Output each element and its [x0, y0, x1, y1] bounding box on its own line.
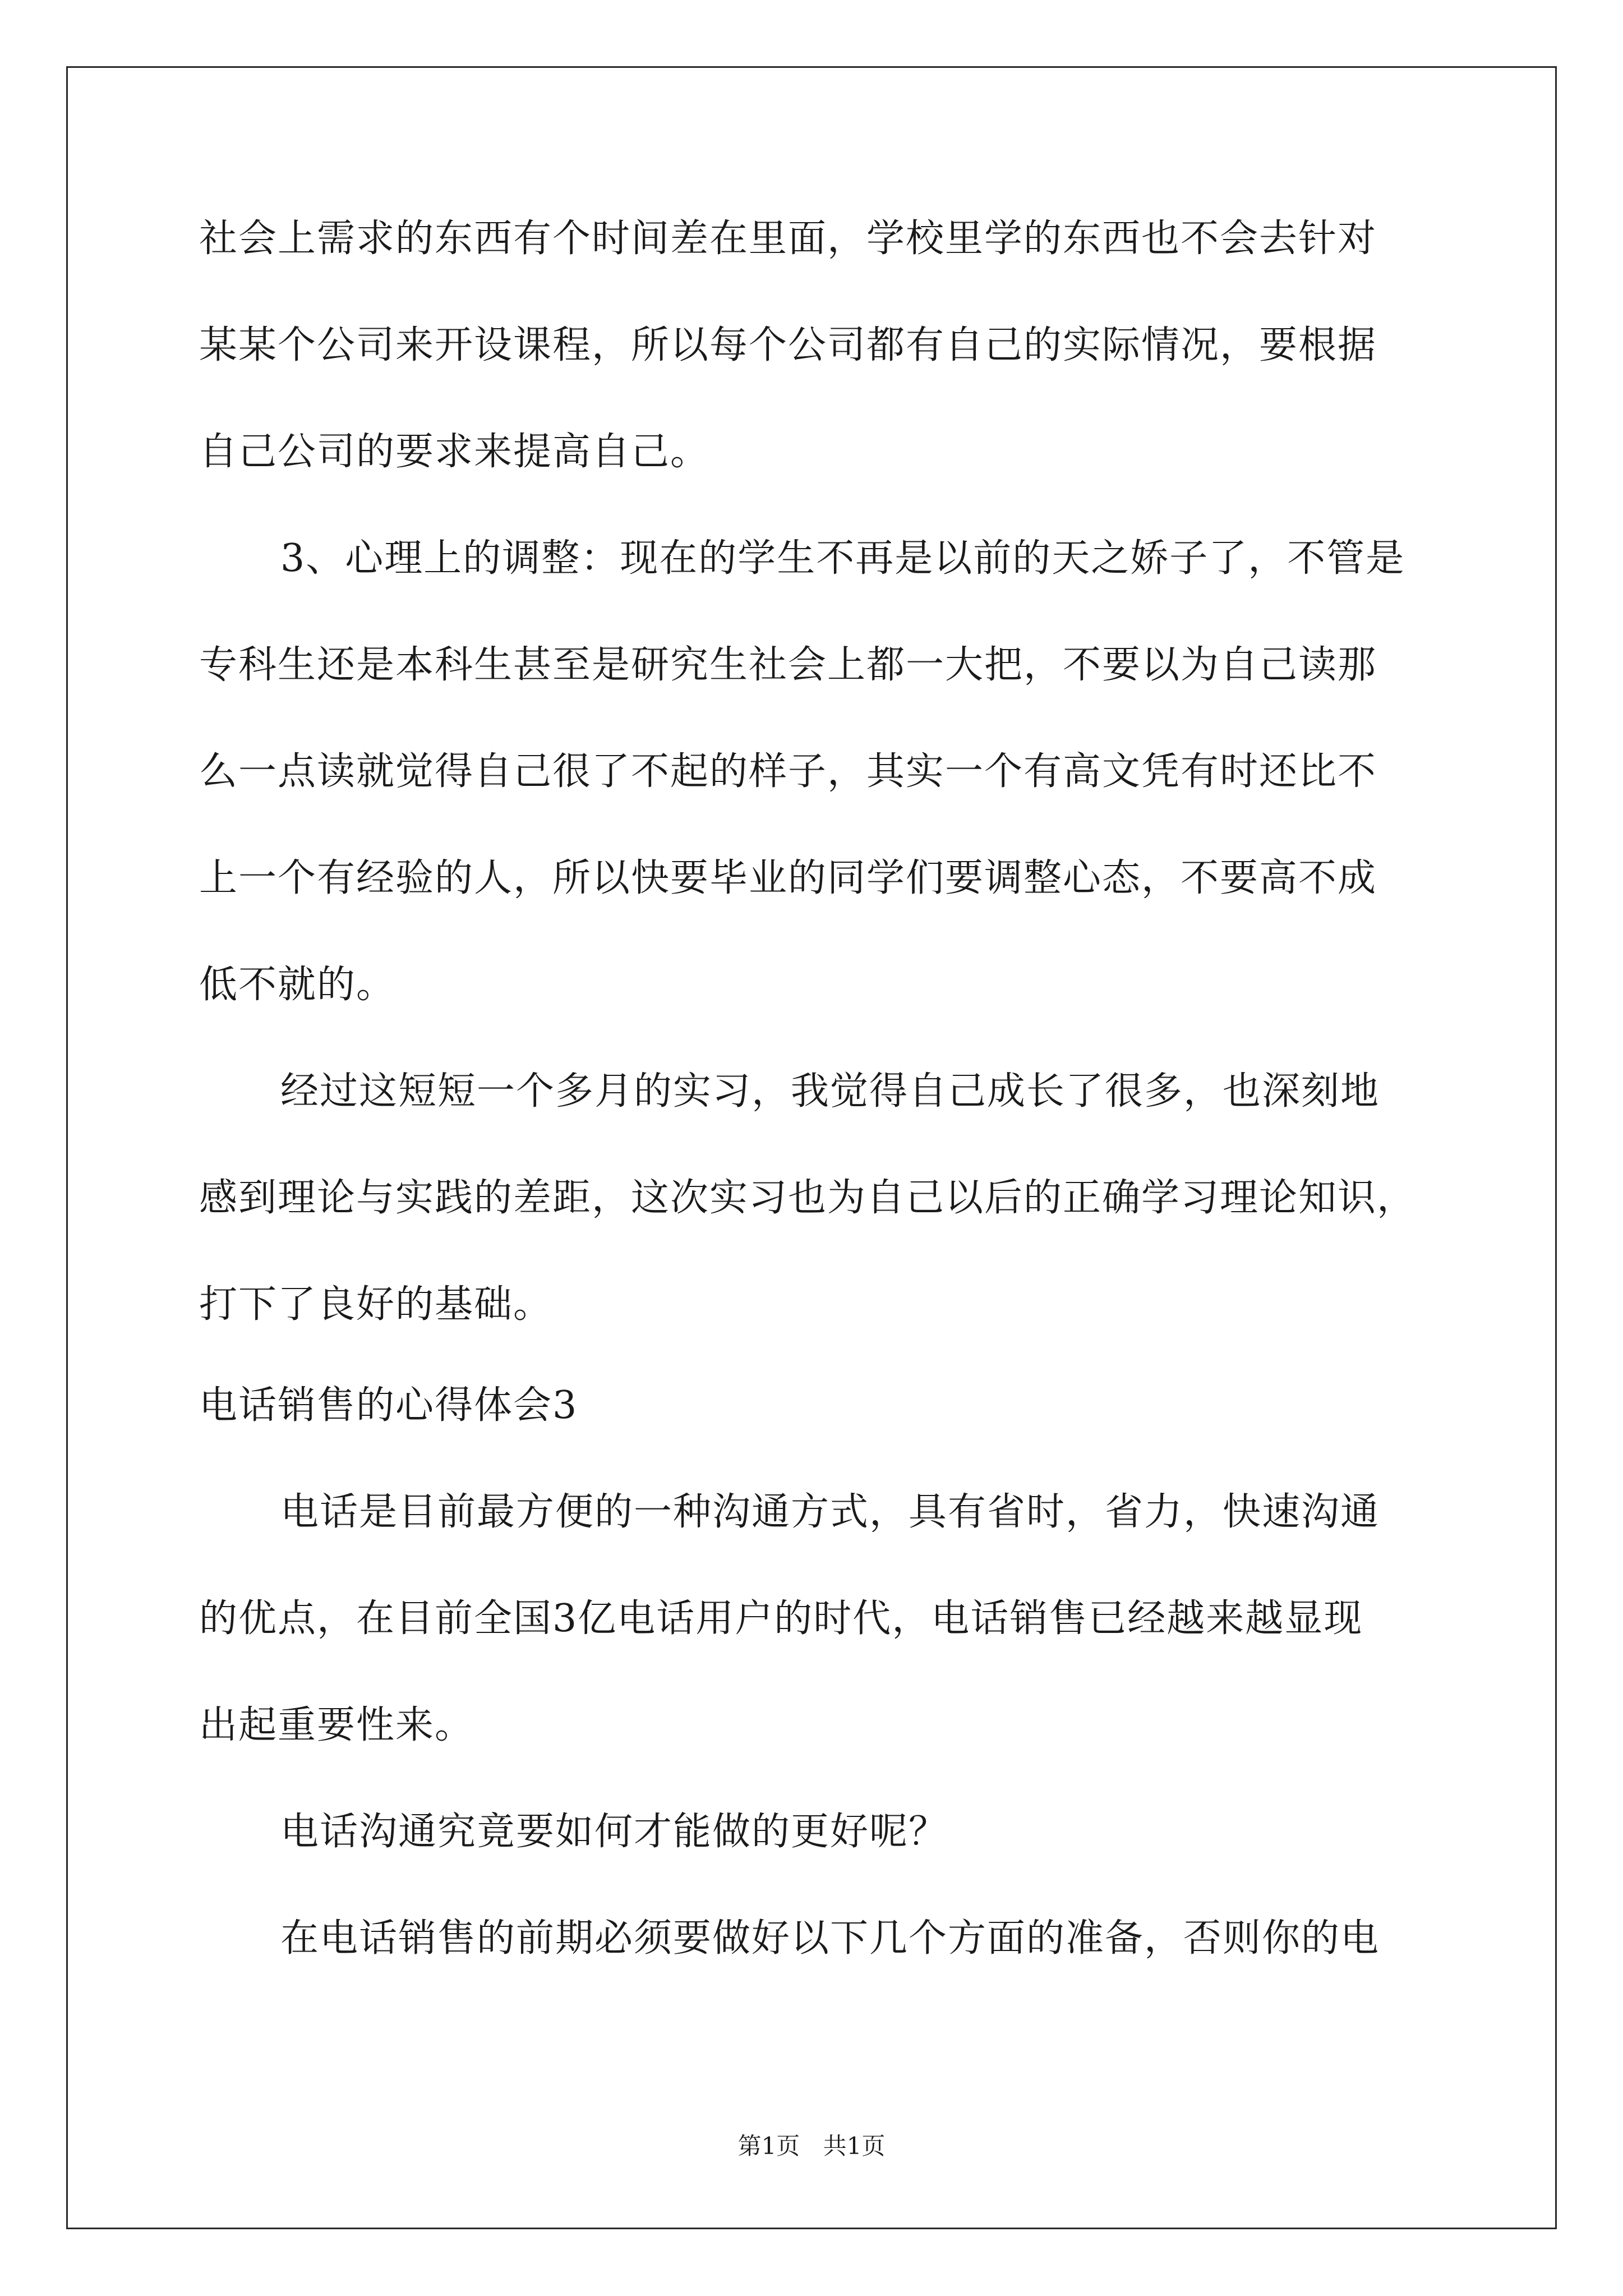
text-line: 自己公司的要求来提高自己。	[199, 430, 710, 474]
text-line: 出起重要性来。	[199, 1703, 474, 1747]
paragraph-start: 电话是目前最方便的一种沟通方式，具有省时，省力，快速沟通	[280, 1490, 1380, 1534]
page-footer	[0, 2132, 1623, 2161]
text-line: 专科生还是本科生甚至是研究生社会上都一大把，不要以为自己读那	[199, 643, 1377, 687]
page-total: 共1页	[823, 2132, 886, 2160]
text-line: 的优点，在目前全国3亿电话用户的时代，电话销售已经越来越显现	[199, 1596, 1363, 1641]
text-line: 低不就的。	[199, 963, 396, 1007]
paragraph-start: 电话沟通究竟要如何才能做的更好呢？	[280, 1810, 948, 1854]
section-heading: 电话销售的心得体会3	[199, 1383, 578, 1428]
text-line: 么一点读就觉得自己很了不起的样子，其实一个有高文凭有时还比不	[199, 749, 1377, 794]
text-line: 社会上需求的东西有个时间差在里面，学校里学的东西也不会去针对	[199, 217, 1377, 261]
paragraph-start: 经过这短短一个多月的实习，我觉得自己成长了很多，也深刻地	[280, 1069, 1380, 1114]
paragraph-start: 3、心理上的调整：现在的学生不再是以前的天之娇子了，不管是	[280, 536, 1405, 581]
page-border	[66, 66, 1557, 2229]
page-number: 第1页	[737, 2132, 800, 2160]
text-line: 感到理论与实践的差距，这次实习也为自己以后的正确学习理论知识，	[199, 1176, 1417, 1220]
text-line: 上一个有经验的人，所以快要毕业的同学们要调整心态，不要高不成	[199, 856, 1377, 900]
text-line: 某某个公司来开设课程，所以每个公司都有自己的实际情况，要根据	[199, 323, 1377, 367]
text-line: 打下了良好的基础。	[199, 1282, 553, 1327]
paragraph-start: 在电话销售的前期必须要做好以下几个方面的准备，否则你的电	[280, 1916, 1380, 1961]
